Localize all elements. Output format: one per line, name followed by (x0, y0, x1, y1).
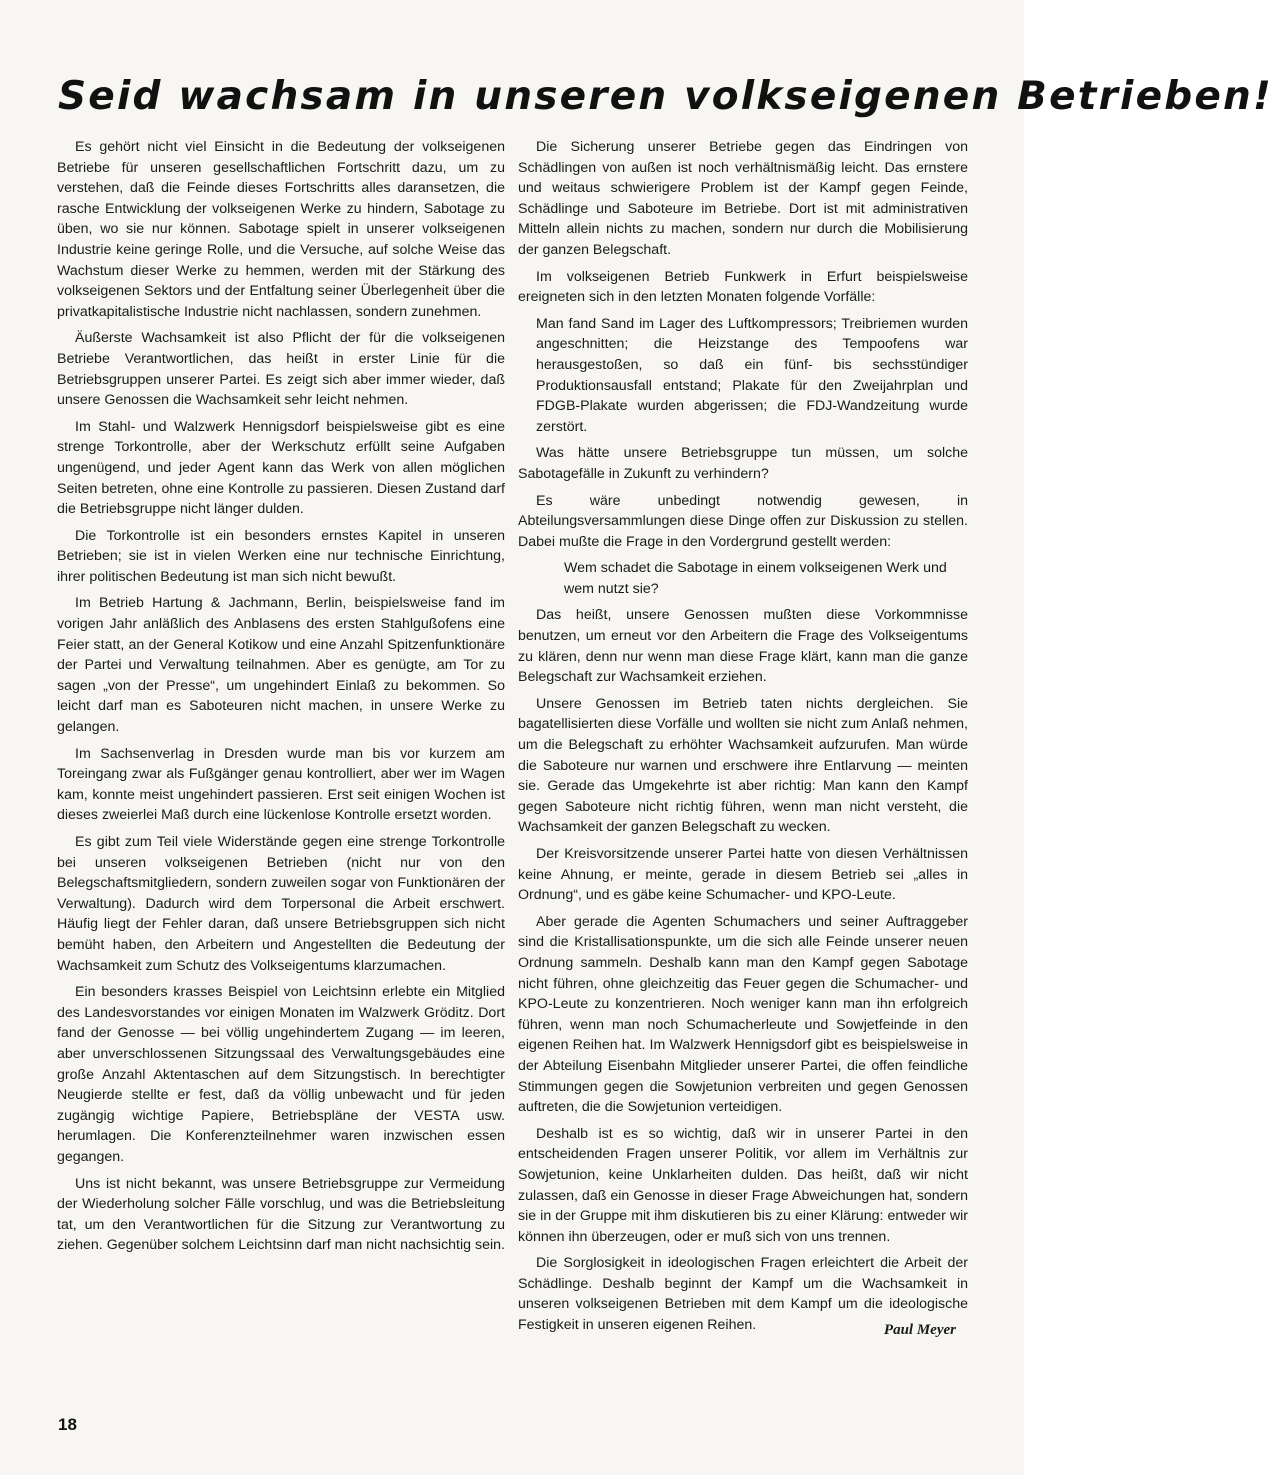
paragraph: Im volkseigenen Betrieb Funkwerk in Erfurt beispielsweise ereigneten sich in den letzten Monaten folgende Vorfälle: (518, 268, 968, 306)
paragraph: Im Betrieb Hartung & Jachmann, Berlin, beispielsweise fand im vorigen Jahr anläßlich des Anblasens des ersten Stahlgußofens eine Feier statt, an der General Kotikow und eine Anzahl Spitzenfunktionäre der Partei und Verwaltung teilnahmen. Aber es genügte, am Tor zu sagen „von der Presse“, um ungehindert Einlaß zu bekommen. So leicht darf man es Saboteuren nicht machen, in unsere Werke zu gelangen. (57, 595, 505, 736)
paragraph: Was hätte unsere Betriebsgruppe tun müssen, um solche Sabotagefälle in Zukunft zu verhindern? (518, 445, 968, 482)
quoted-question: Wem schadet die Sabotage in einem volkseigenen Werk und wem nutzt sie? (564, 560, 947, 597)
page-number: 18 (58, 1415, 77, 1434)
paragraph: Die Sicherung unserer Betriebe gegen das Eindringen von Schädlingen von außen ist noch verhältnismäßig leicht. Das ernstere und weitaus schwierigere Problem ist der Kampf gegen Feinde, Schädlinge und Saboteure im Betriebe. Dort ist mit administrativen Mitteln allein nichts zu machen, sondern nur durch die Mobilisierung der ganzen Belegschaft. (518, 139, 968, 258)
paragraph: Es wäre unbedingt notwendig gewesen, in Abteilungsversammlungen diese Dinge offen zur Diskussion zu stellen. Dabei mußte die Frage in den Vordergrund gestellt werden: (518, 492, 968, 550)
paragraph: Es gibt zum Teil viele Widerstände gegen eine strenge Torkontrolle bei unseren volkseigenen Betrieben (nicht nur von den Belegschaftsmitgliedern, sondern zuweilen sogar von Funktionären der Verwaltung). Dadurch wird dem Torpersonal die Arbeit erschwert. Häufig liegt der Fehler daran, daß unsere Betriebsgruppen sich nicht bemüht haben, den Arbeitern und Angestellten die Bedeutung der Wachsamkeit zum Schutz des Volkseigentums klarzumachen. (57, 834, 505, 974)
paragraph: Deshalb ist es so wichtig, daß wir in unserer Partei in den entscheidenden Fragen unserer Politik, vor allem im Verhältnis zur Sowjetunion, keine Unklarheiten dulden. Das heißt, daß wir nicht zulassen, daß ein Genosse in dieser Frage Abweichungen hat, sondern sie in der Gruppe mit ihm diskutieren bis zu einer Klärung: entweder wir können ihn überzeugen, oder er muß sich von uns trennen. (518, 1125, 968, 1245)
paragraph: Der Kreisvorsitzende unserer Partei hatte von diesen Verhältnissen keine Ahnung, er meinte, gerade in diesem Betrieb sei „alles in Ordnung“, und es gäbe keine Schumacher- und KPO-Leute. (518, 846, 968, 904)
paragraph: Aber gerade die Agenten Schumachers und seiner Auftraggeber sind die Kristallisationspunkte, um die sich alle Feinde unserer neuen Ordnung sammeln. Deshalb kann man den Kampf gegen Sabotage nicht führen, ohne gleichzeitig das Feuer gegen die Schumacher- und KPO-Leute zu konzentrieren. Noch weniger kann man ihn erfolgreich führen, wenn man noch Schumacherleute und Sowjetfeinde in den eigenen Reihen hat. Im Walzwerk Hennigsdorf gibt es beispielsweise in der Abteilung Eisenbahn Mitglieder unserer Partei, die offen feindliche Stimmungen gegen die Sowjetunion verbreiten und gegen Genossen auftreten, die die Sowjetunion verteidigen. (518, 913, 968, 1116)
article-headline: Seid wachsam in unseren volkseigenen Betrieben! (58, 74, 1273, 119)
incident-list-paragraph: Man fand Sand im Lager des Luftkompressors; Treibriemen wurden angeschnitten; die Heizstange des Tempoofens war herausgestoßen, so daß ein fünf- bis sechsstündiger Produktionsausfall entstand; Plakate für den Zweijahrplan und FDGB-Plakate wurden abgerissen; die FDJ-Wandzeitung wurde zerstört. (536, 315, 968, 435)
right-column (518, 137, 968, 1340)
left-column (57, 137, 505, 1262)
paragraph: Im Sachsenverlag in Dresden wurde man bis vor kurzem am Toreingang zwar als Fußgänger genau kontrolliert, aber wer im Wagen kam, konnte meist ungehindert passieren. Erst seit einigen Wochen ist dieses zweierlei Maß durch eine lückenlose Kontrolle ersetzt worden. (57, 745, 505, 824)
paragraph: Die Torkontrolle ist ein besonders ernstes Kapitel in unseren Betrieben; sie ist in vielen Werken eine nur technische Einrichtung, ihrer politischen Bedeutung ist man sich nicht bewußt. (57, 527, 505, 585)
paragraph: Das heißt, unsere Genossen mußten diese Vorkommnisse benutzen, um erneut vor den Arbeitern die Frage des Volkseigentums zu klären, denn nur wenn man diese Frage klärt, kann man die ganze Belegschaft zur Wachsamkeit erziehen. (518, 607, 968, 686)
paragraph: Uns ist nicht bekannt, was unsere Betriebsgruppe zur Vermeidung der Wiederholung solcher Fälle vorschlug, und was die Betriebsleitung tat, um den Verantwortlichen für die Sitzung zur Verantwortung zu ziehen. Gegenüber solchem Leichtsinn darf man nicht nachsichtig sein. (57, 1175, 505, 1254)
paragraph: Äußerste Wachsamkeit ist also Pflicht der für die volkseigenen Betriebe Verantwortlichen, das heißt in erster Linie für die Betriebsgruppen unserer Partei. Es zeigt sich aber immer wieder, daß unsere Genossen die Wachsamkeit sehr leicht nehmen. (57, 330, 505, 409)
paragraph: Es gehört nicht viel Einsicht in die Bedeutung der volkseigenen Betriebe für unseren gesellschaftlichen Fortschritt dazu, um zu verstehen, daß die Feinde dieses Fortschritts alles daransetzen, die rasche Entwicklung der volkseigenen Werke zu hindern, Sabotage zu üben, wo sie nur können. Sabotage spielt in unserer volkseigenen Industrie keine geringe Rolle, und die Versuche, auf solche Weise das Wachstum dieser Werke zu hemmen, werden mit der Stärkung des volkseigenen Sektors und der Entfaltung seiner Überlegenheit über die privatkapitalistische Industrie nicht nachlassen, sondern zunehmen. (57, 139, 505, 320)
paragraph: Im Stahl- und Walzwerk Hennigsdorf beispielsweise gibt es eine strenge Torkontrolle, aber der Werkschutz erfüllt seine Aufgaben ungenügend, und jeder Agent kann das Werk von allen möglichen Seiten betreten, ohne eine Kontrolle zu passieren. Diesen Zustand darf die Betriebsgruppe nicht länger dulden. (57, 418, 505, 518)
paragraph: Ein besonders krasses Beispiel von Leichtsinn erlebte ein Mitglied des Landesvorstandes vor einigen Monaten im Walzwerk Gröditz. Dort fand der Genosse — bei völlig ungehindertem Zugang — im leeren, aber unverschlossenen Sitzungssaal des Verwaltungsgebäudes eine große Anzahl Aktentaschen auf dem Sitzungstisch. In berechtigter Neugierde stellte er fest, daß da völlig unbewacht und für jeden zugängig wichtige Papiere, Betriebspläne der VESTA usw. herumlagen. Die Konferenzteilnehmer waren inzwischen essen gegangen. (57, 984, 505, 1165)
author-signature: Paul Meyer (883, 1321, 956, 1338)
paragraph: Die Sorglosigkeit in ideologischen Fragen erleichtert die Arbeit der Schädlinge. Deshalb beginnt der Kampf um die Wachsamkeit in unseren volkseigenen Betrieben mit dem Kampf um die ideologische Festigkeit in unseren eigenen Reihen. (518, 1255, 968, 1334)
paragraph: Unsere Genossen im Betrieb taten nichts dergleichen. Sie bagatellisierten diese Vorfälle und wollten sie nicht zum Anlaß nehmen, um die Belegschaft zu erhöhter Wachsamkeit aufzurufen. Man würde die Saboteure nur warnen und erschwere ihre Entlarvung — meinten sie. Gerade das Umgekehrte ist aber richtig: Man kann den Kampf gegen Saboteure nicht richtig führen, wenn man nicht versteht, die Wachsamkeit der ganzen Belegschaft zu wecken. (518, 695, 968, 836)
